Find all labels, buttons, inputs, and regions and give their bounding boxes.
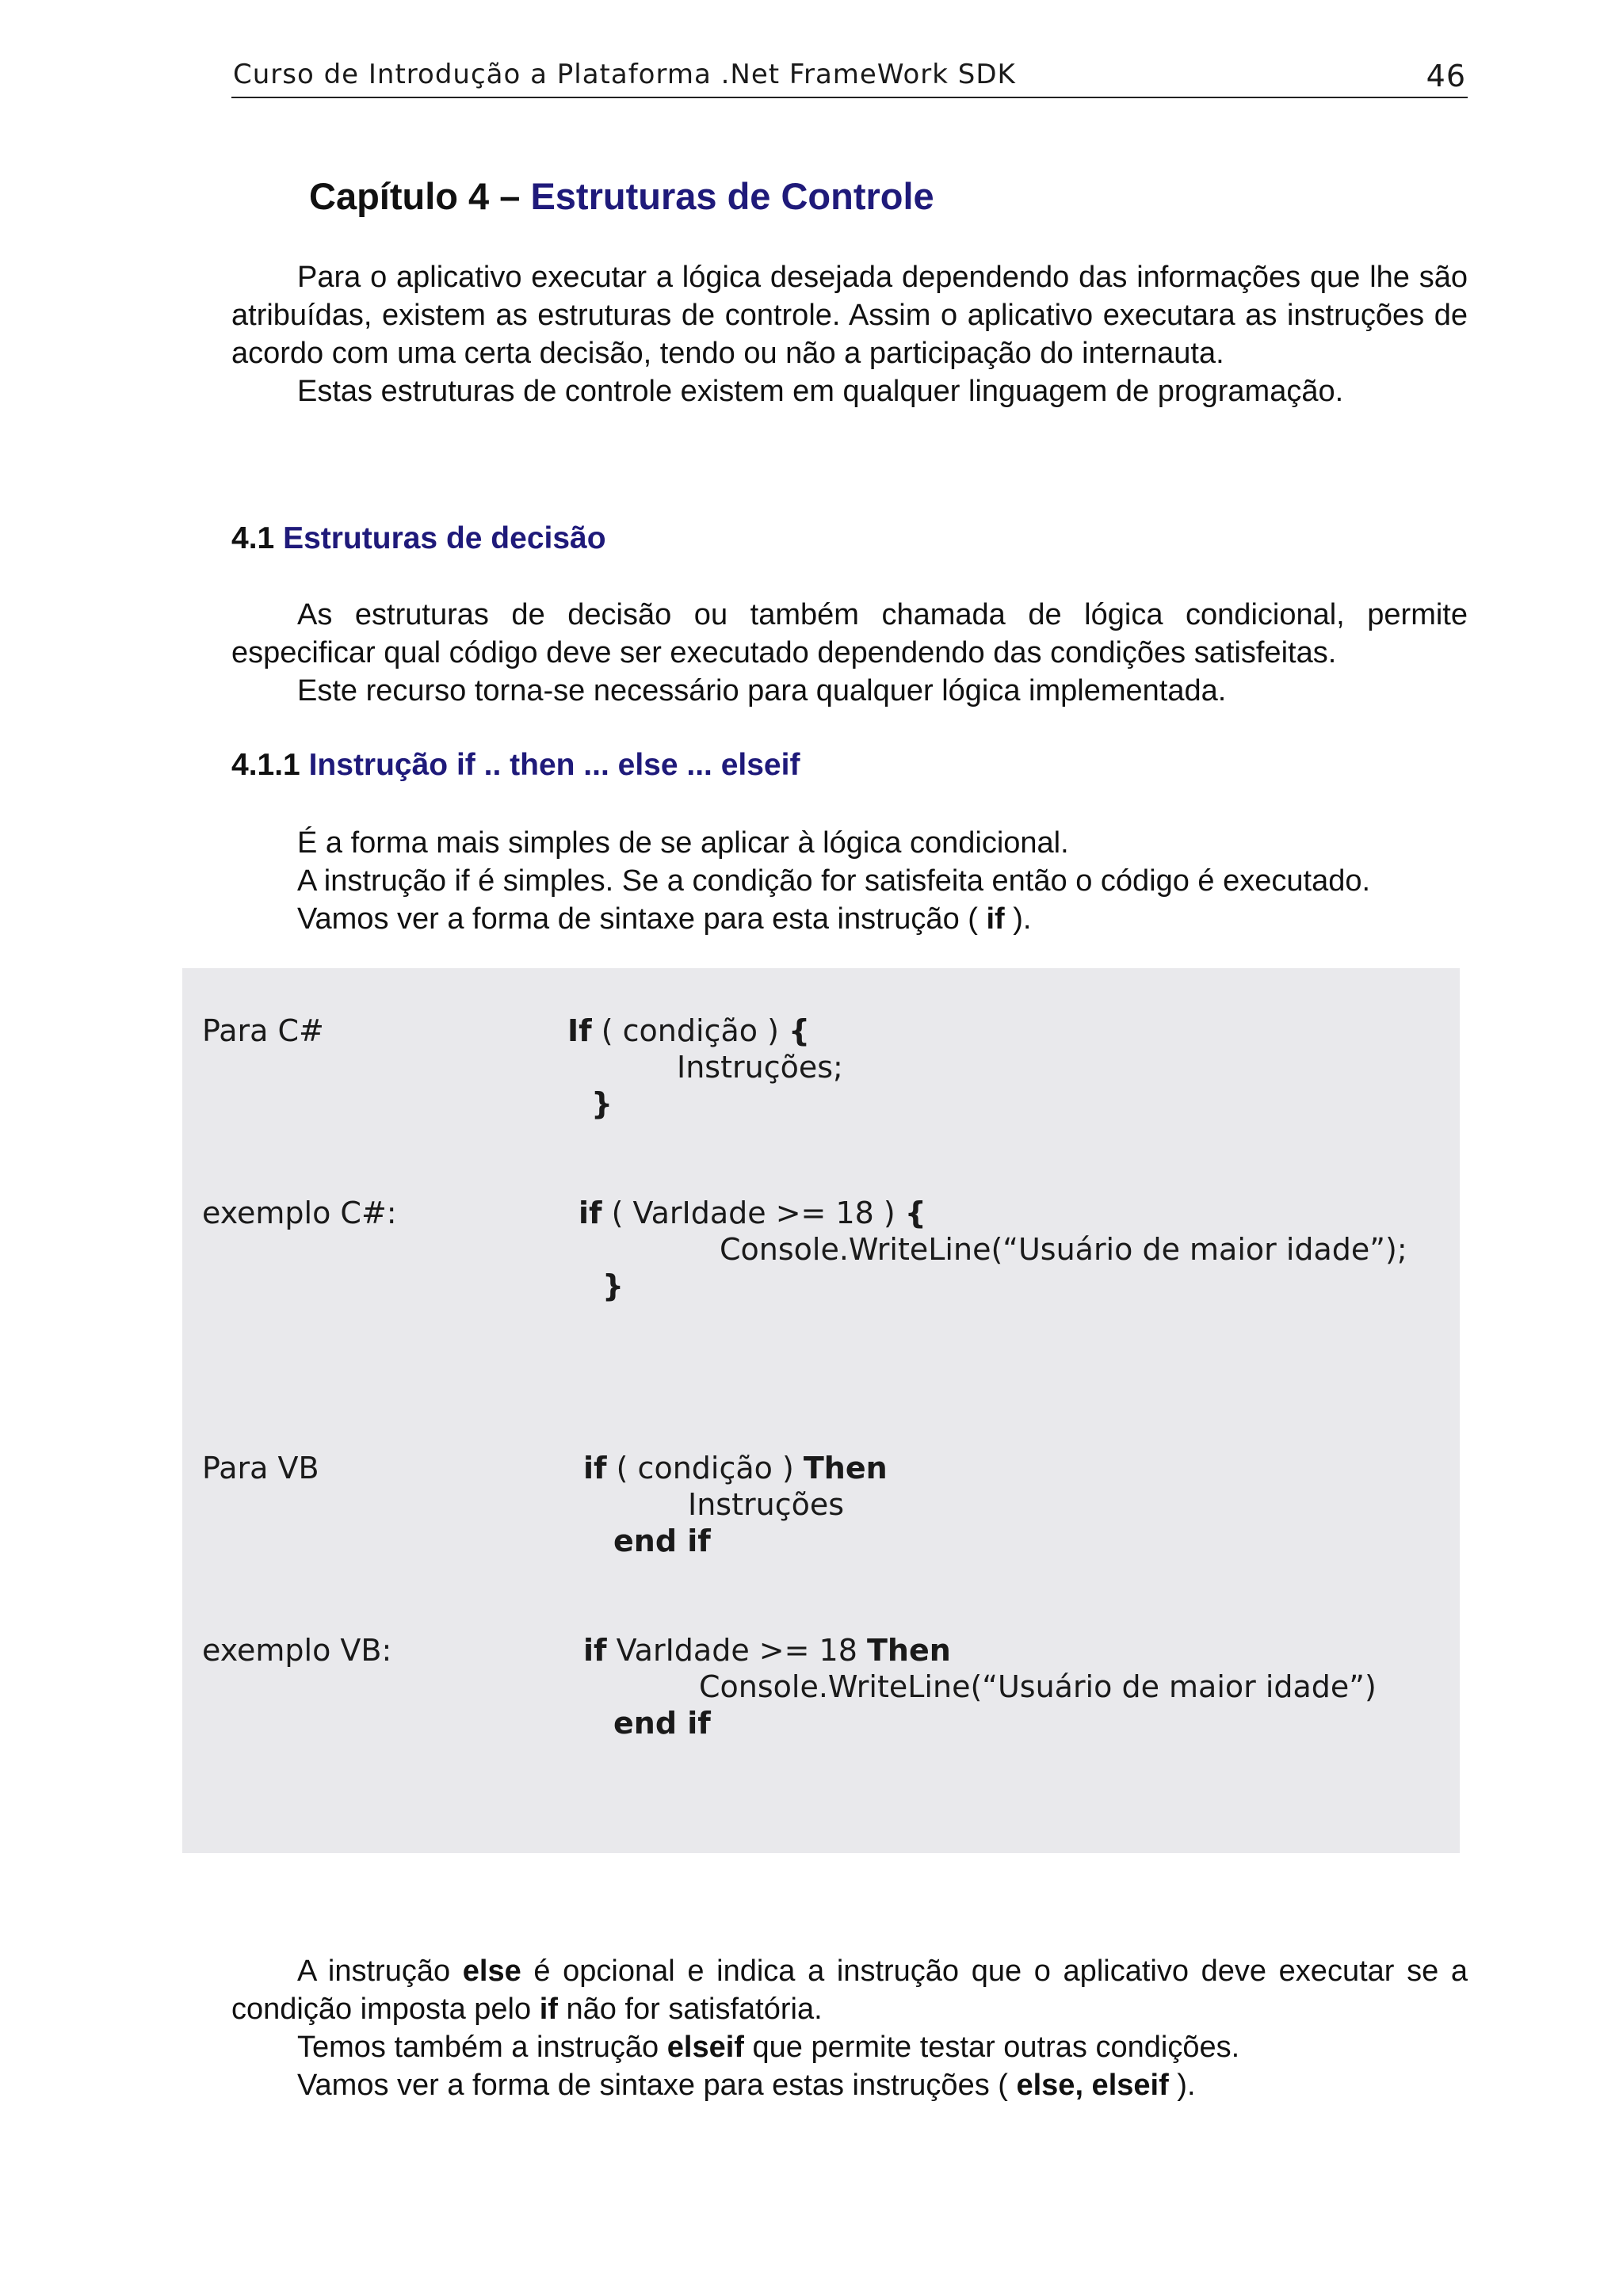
vb-example-label: exemplo VB: bbox=[202, 1633, 392, 1668]
page-number: 46 bbox=[1426, 59, 1466, 93]
csharp-example-label: exemplo C#: bbox=[202, 1196, 397, 1230]
csharp-example-line-1: if ( VarIdade >= 18 ) { bbox=[579, 1196, 926, 1230]
intro-paragraph-1: Para o aplicativo executar a lógica desejada dependendo das informações que lhe são atribuídas, existem as estruturas de controle. Assim o aplicativo executara as instruções de acordo com uma certa decisão, tendo ou não a participação do internauta. bbox=[231, 261, 1468, 370]
vb-syntax-line-3: end if bbox=[613, 1524, 711, 1558]
chapter-name: Estruturas de Controle bbox=[530, 175, 934, 217]
vb-example-line-1: if VarIdade >= 18 Then bbox=[583, 1633, 951, 1668]
vb-syntax-label: Para VB bbox=[202, 1451, 319, 1486]
section-4-1-1-paragraph-3: Vamos ver a forma de sintaxe para esta instrução ( if ). bbox=[297, 902, 1032, 936]
section-4-1-title: Estruturas de decisão bbox=[283, 521, 606, 555]
header-title: Curso de Introdução a Plataforma .Net FrameWork SDK bbox=[233, 59, 1016, 90]
closing-paragraph-1: A instrução else é opcional e indica a instrução que o aplicativo deve executar se a condição imposta pelo if não for satisfatória. bbox=[231, 1955, 1468, 2026]
code-syntax-box bbox=[182, 968, 1460, 1853]
vb-example-line-2: Console.WriteLine(“Usuário de maior idade”) bbox=[699, 1669, 1377, 1704]
section-4-1-text bbox=[231, 596, 1468, 710]
csharp-example-line-2: Console.WriteLine(“Usuário de maior idade”); bbox=[720, 1232, 1407, 1267]
page-header bbox=[231, 48, 1468, 98]
section-4-1-1-text bbox=[231, 824, 1468, 938]
csharp-syntax-line-2: Instruções; bbox=[677, 1050, 843, 1085]
vb-syntax-line-1: if ( condição ) Then bbox=[583, 1451, 888, 1486]
section-4-1-1-paragraph-1: É a forma mais simples de se aplicar à lógica condicional. bbox=[297, 826, 1069, 860]
intro-text bbox=[231, 258, 1468, 410]
intro-paragraph-2: Estas estruturas de controle existem em qualquer linguagem de programação. bbox=[297, 375, 1344, 408]
section-4-1-number: 4.1 bbox=[231, 521, 275, 555]
section-4-1-paragraph-2: Este recurso torna-se necessário para qualquer lógica implementada. bbox=[297, 674, 1227, 707]
chapter-title bbox=[309, 174, 934, 218]
section-4-1-1-number: 4.1.1 bbox=[231, 748, 300, 782]
closing-paragraph-3: Vamos ver a forma de sintaxe para estas instruções ( else, elseif ). bbox=[297, 2069, 1196, 2102]
csharp-example-line-3: } bbox=[602, 1268, 624, 1303]
chapter-prefix: Capítulo 4 – bbox=[309, 175, 521, 217]
section-4-1-1-paragraph-2: A instrução if é simples. Se a condição for satisfeita então o código é executado. bbox=[297, 864, 1371, 898]
closing-text bbox=[231, 1952, 1468, 2104]
csharp-syntax-line-1: If ( condição ) { bbox=[567, 1013, 811, 1048]
section-4-1-1-heading bbox=[231, 748, 800, 783]
section-4-1-heading bbox=[231, 521, 606, 556]
closing-paragraph-2: Temos também a instrução elseif que permite testar outras condições. bbox=[297, 2031, 1240, 2064]
section-4-1-1-title: Instrução if .. then ... else ... elseif bbox=[308, 748, 800, 782]
csharp-syntax-line-3: } bbox=[591, 1086, 613, 1121]
vb-syntax-line-2: Instruções bbox=[688, 1487, 845, 1522]
vb-example-line-3: end if bbox=[613, 1706, 711, 1741]
csharp-syntax-label: Para C# bbox=[202, 1013, 324, 1048]
section-4-1-paragraph-1: As estruturas de decisão ou também chamada de lógica condicional, permite especificar qual código deve ser executado dependendo das condições satisfeitas. bbox=[231, 598, 1468, 669]
